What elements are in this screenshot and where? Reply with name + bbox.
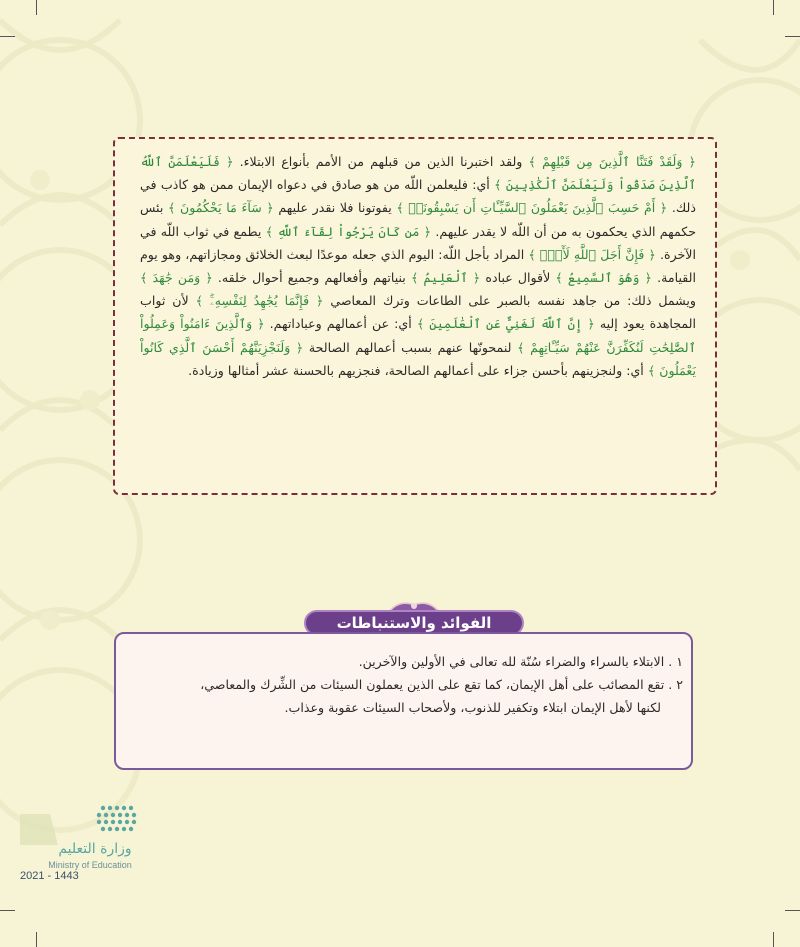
quran-verse: فَإِنَّ أَجَلَ ٱللَّهِ لَأٓتٍۚ	[539, 246, 645, 262]
explanation-text: أي: فليعلمن اللّه من هو صادق في دعواه الإيمان ممن هو كاذب في ذلك.	[140, 177, 696, 216]
quran-verse: ٱلْعَلِيمُ	[423, 270, 468, 286]
explanation-text: يطمع في ثواب اللّه في الآخرة.	[140, 223, 696, 262]
verse-bracket: ﴿	[655, 200, 668, 216]
explanation-text: يفوتونا فلا نقدر عليهم	[273, 200, 392, 216]
edition-year: 2021 - 1443	[20, 870, 79, 882]
explanation-text: أي: ولنجزينهم بأحسن جزاء على أعمالهم الصالحة، فنجزيهم بالحسنة عشر أمثالها وزيادة.	[188, 362, 644, 378]
explanation-text: لأقوال عباده	[480, 270, 551, 286]
benefits-header	[303, 597, 525, 637]
quran-verse: فَإِنَّمَا يُجَٰهِدُ لِنَفْسِهِۦٓۚ	[209, 293, 310, 309]
verse-bracket: ﴾	[411, 316, 430, 332]
benefit-item: ١ . الابتلاء بالسراء والضراء سُنّة لله تعالى في الأولين والآخرين.	[358, 654, 683, 669]
verse-bracket: ﴿	[639, 270, 652, 286]
verse-bracket: ﴾	[163, 200, 180, 216]
explanation-text: لنمحونّها عنهم بسبب أعمالهم الصالحة	[303, 339, 512, 355]
quran-verse: إِنَّ ٱللَّهَ لَغَنِيٌّ عَنِ ٱلْعَٰلَمِينَ	[429, 316, 583, 332]
verse-bracket: ﴿	[309, 293, 324, 309]
quran-verse: سَآءَ مَا يَحْكُمُونَ	[180, 200, 262, 216]
verse-bracket: ﴾	[405, 270, 424, 286]
verse-bracket: ﴾	[140, 270, 153, 286]
verse-bracket: ﴿	[644, 246, 656, 262]
verse-bracket: ﴿	[582, 316, 595, 332]
verse-bracket: ﴾	[511, 339, 531, 355]
ministry-logo-icon	[10, 800, 150, 845]
crop-mark	[785, 910, 800, 911]
quran-verse: وَٱلَّذِينَ ءَامَنُواْ وَعَمِلُواْ ٱلصَّٰلِحَٰتِ لَنُكَفِّرَنَّ عَنْهُمْ سَيِّـَٔاتِهِمْ	[140, 316, 697, 355]
verse-bracket: ﴾	[522, 154, 543, 169]
verse-bracket: ﴿	[200, 270, 213, 286]
verse-bracket: ﴾	[524, 246, 540, 262]
explanation-text: بنياتهم وأفعالهم وجميع أحوال خلقه.	[212, 270, 406, 286]
quran-verse: وَلَقَدْ فَتَنَّا ٱلَّذِينَ مِن قَبْلِهِمْ	[542, 154, 683, 169]
verse-bracket: ﴿	[682, 154, 696, 169]
quran-verse: أَمْ حَسِبَ ٱلَّذِينَ يَعْمَلُونَ ٱلسَّيِّـَٔاتِ أَن يَسْبِقُونَاۚ	[408, 200, 656, 216]
crop-mark	[773, 932, 774, 947]
explanation-text: المراد بأجل اللّه: اليوم الذي جعله موعدًا لبعث الخلائق ومجازاتهم، وهو يوم القيامة.	[140, 246, 696, 286]
verse-bracket: ﴿	[467, 270, 481, 286]
verse-bracket: ﴾	[550, 270, 568, 286]
tafsir-paragraph	[140, 150, 696, 382]
verse-bracket: ﴾	[261, 223, 278, 239]
benefits-list	[130, 650, 683, 719]
ministry-name-arabic: وزارة التعليم	[58, 841, 132, 857]
verse-bracket: ﴿	[219, 154, 234, 169]
crop-mark	[36, 932, 37, 947]
verse-bracket: ﴾	[391, 200, 409, 216]
ministry-logo	[10, 800, 150, 880]
verse-bracket: ﴿	[261, 200, 274, 216]
benefits-title: الفوائد والاستنباطات	[336, 614, 492, 632]
verse-bracket: ﴿	[252, 316, 265, 332]
verse-bracket: ﴿	[290, 339, 304, 355]
explanation-text: ولقد اختبرنا الذين من قبلهم من الأمم بأنواع الابتلاء.	[233, 154, 523, 169]
crop-mark	[773, 0, 774, 15]
quran-verse: وَهُوَ ٱلسَّمِيعُ	[567, 270, 640, 286]
verse-bracket: ﴾	[188, 293, 210, 309]
benefit-item-continuation: لكنها لأهل الإيمان ابتلاء وتكفير للذنوب، ولأصحاب السيئات عقوبة وعذاب.	[284, 700, 661, 715]
verse-bracket: ﴿	[419, 223, 432, 239]
crop-mark	[785, 36, 800, 37]
benefit-item: ٢ . تقع المصائب على أهل الإيمان، كما تقع على الذين يعملون السيئات من الشِّرك والمعاصي،	[200, 677, 683, 692]
quran-verse: فَلَيَعْلَمَنَّ ٱللَّهُ ٱلَّذِينَ صَدَقُواْ وَلَيَعْلَمَنَّ ٱلْكَٰذِبِينَ	[140, 154, 696, 193]
quran-verse: وَمَن جَٰهَدَ	[152, 270, 201, 286]
crop-mark	[36, 0, 37, 15]
explanation-text: بئس حكمهم الذي يحكمون به من أن اللّه لا يقدر عليهم.	[140, 200, 696, 239]
quran-verse: وَلَنَجْزِيَنَّهُمْ أَحْسَنَ ٱلَّذِي كَانُواْ يَعْمَلُونَ	[140, 339, 696, 378]
crop-mark	[0, 910, 15, 911]
explanation-text: ويشمل ذلك: من جاهد نفسه بالصبر على الطاعات وترك المعاصي	[323, 293, 696, 309]
explanation-text: أي: عن أعمالهم وعباداتهم.	[264, 316, 412, 332]
explanation-text: لأن ثواب المجاهدة يعود إليه	[140, 293, 697, 332]
verse-bracket: ﴾	[643, 362, 660, 378]
quran-verse: مَن كَانَ يَرْجُواْ لِقَآءَ ٱللَّهِ	[277, 223, 420, 239]
ministry-name-english: Ministry of Education	[48, 860, 132, 870]
crop-mark	[0, 36, 15, 37]
verse-bracket: ﴾	[489, 177, 506, 193]
